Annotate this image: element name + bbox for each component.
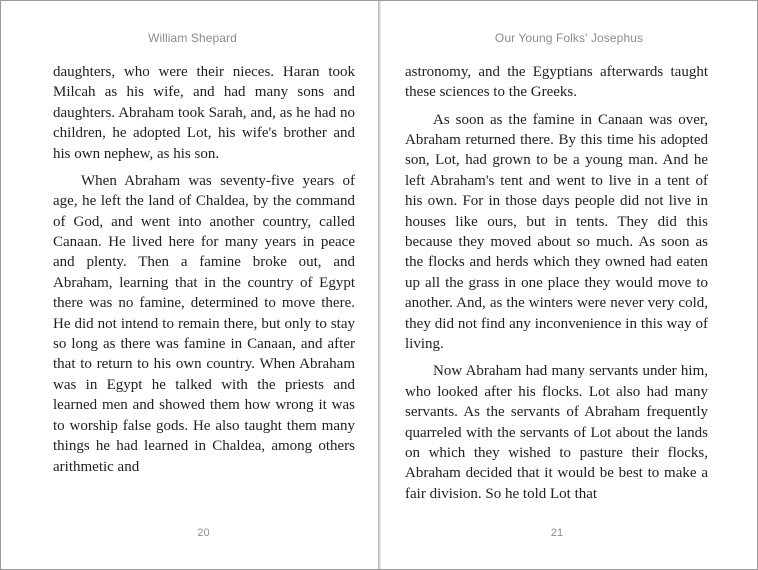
left-paragraph-2: When Abraham was seventy-five years of age, he left the land of Chaldea, by the command of God, and went into another country, called Canaan. He lived here for many years in peace and plenty. Then a famine broke out, and Abraham, learning that in the country of Egypt there was no famine, determined to move there. He did not intend to remain there, but only to stay so long as there was famine in Canaan, and after that to return to his own country. When Abraham was in Egypt he talked with the priests and learned men and showed them how wrong it was to worship false gods. He also taught them many things he had learned in Chaldea, among others arithmetic and xyxy=(53,172,355,475)
right-running-head-title: Our Young Folks' Josephus xyxy=(494,31,644,45)
right-page-text xyxy=(405,62,708,511)
right-paragraph-2: As soon as the famine in Canaan was over, Abraham returned there. By this time his adopted son, Lot, had grown to be a young man. And he left Abraham's tent and went to live in a tent of his own. For in those days people did not live in houses like ours, but in tents. They did this because they moved about so much. As soon as the flocks and herds which they owned had eaten up all the grass in one place they would move to another. And, as the winters were never very cold, they did not find any inconvenience in this way of living. xyxy=(405,111,708,353)
left-page-number: 20 xyxy=(197,527,210,539)
right-page-number: 21 xyxy=(550,527,564,539)
left-paragraph-1: daughters, who were their nieces. Haran took Milcah as his wife, and had many sons and daughters. Abraham took Sarah, and, as he had no children, he adopted Lot, his wife's brother and his own nephew, as his son. xyxy=(53,64,355,162)
left-page[interactable] xyxy=(1,1,378,569)
right-paragraph-3: Now Abraham had many servants under him, who looked after his flocks. Lot also had many servants. As the servants of Abraham frequently quarreled with the servants of Lot about the lands on which they wished to pasture their flocks, Abraham decided that it would be best to make a fair division. So he told Lot that xyxy=(405,363,708,502)
right-paragraph-1: astronomy, and the Egyptians afterwards taught these sciences to the Greeks. xyxy=(405,64,708,101)
left-page-text xyxy=(53,62,355,484)
left-running-head-author: William Shepard xyxy=(148,31,237,45)
right-page[interactable] xyxy=(381,1,757,569)
